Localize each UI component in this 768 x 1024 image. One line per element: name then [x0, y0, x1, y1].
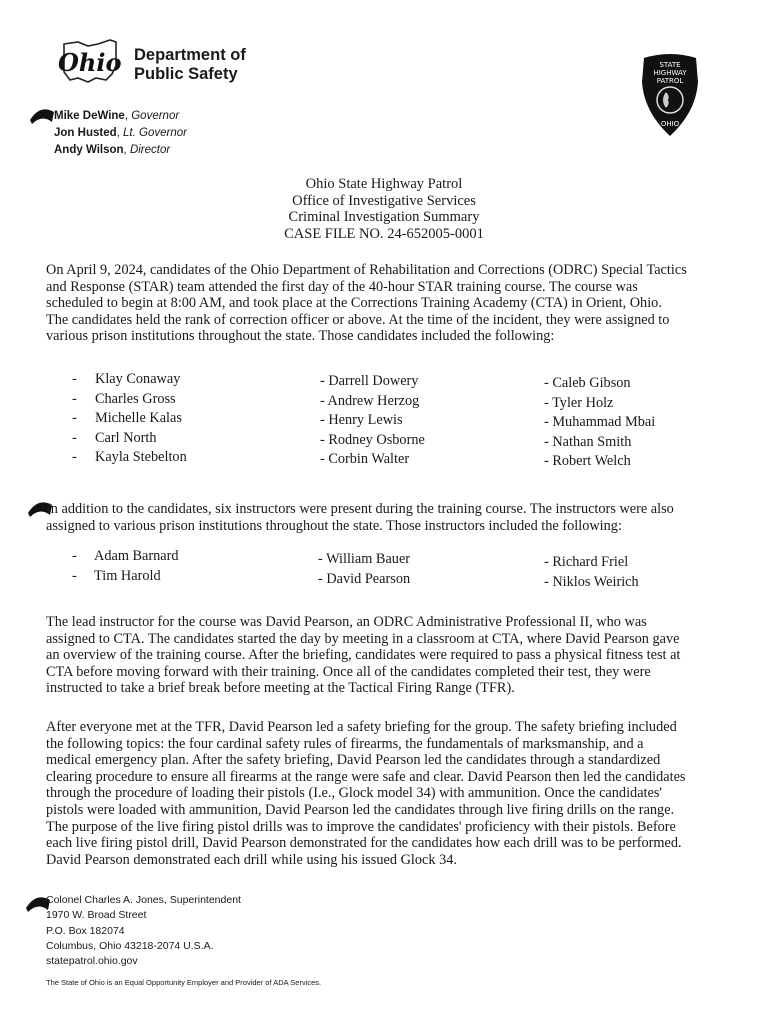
superintendent-line: Colonel Charles A. Jones, Superintendent	[46, 894, 241, 906]
list-item: - Kayla Stebelton	[72, 449, 187, 465]
svg-text:OHIO: OHIO	[660, 120, 680, 128]
paragraph-instructors: In addition to the candidates, six instructors were present during the training course. The instructors were also assigned to various prison institutions throughout the state. Those instructors included the following:	[46, 501, 674, 534]
list-item: - Klay Conaway	[72, 371, 181, 387]
svg-text:HIGHWAY: HIGHWAY	[653, 69, 687, 77]
dept-line-2: Public Safety	[134, 65, 238, 83]
patrol-shield-icon	[640, 52, 700, 138]
list-item: - Tyler Holz	[544, 394, 614, 411]
list-item: - Michelle Kalas	[72, 410, 182, 426]
list-item: - Andrew Herzog	[320, 392, 420, 409]
city-state-zip: Columbus, Ohio 43218-2074 U.S.A.	[46, 939, 214, 952]
dept-line-1: Department of	[134, 46, 246, 64]
equal-opportunity-statement: The State of Ohio is an Equal Opportunity Employer and Provider of ADA Services.	[46, 978, 322, 987]
list-item: - Tim Harold	[72, 567, 161, 584]
instructors-column-3	[544, 553, 639, 592]
list-item: - William Bauer	[318, 551, 411, 567]
website: statepatrol.ohio.gov	[46, 955, 138, 968]
svg-text:PATROL: PATROL	[656, 77, 684, 85]
logo-word: Ohio	[58, 48, 122, 77]
svg-text:STATE: STATE	[659, 61, 681, 69]
list-item: - Adam Barnard	[72, 548, 179, 564]
list-item: - Richard Friel	[544, 554, 629, 570]
letterhead-footer	[46, 893, 241, 969]
candidates-column-3	[544, 374, 655, 472]
list-item: - Muhammad Mbai	[544, 414, 656, 430]
official-governor: Mike DeWine, Governor	[54, 110, 180, 122]
list-item: - Niklos Weirich	[544, 573, 639, 590]
paragraph-safety-briefing: After everyone met at the TFR, David Pearson led a safety briefing for the group. The safety briefing included the following topics: the four cardinal safety rules of firearms, the fundamentals of marksmanship, and a medical emergency plan. After the safety briefing, David Pearson led the candidates through a standardized clearing procedure to ensure all firearms at the range were safe and clear. David Pearson then led the candidates through the procedure of loading their pistols (I.e., Glock model 34) with ammunition. Once the candidates' pistols were loaded with ammunition, David Pearson led the candidates through live firing drills on the range. The purpose of the live firing pistol drills was to improve the candidates' proficiency with their pistols. Before each live firing pistol drill, David Pearson demonstrated for the candidates how each drill was to be performed. David Pearson demonstrated each drill while using his issued Glock 34.	[46, 719, 686, 868]
list-item: - Darrell Dowery	[320, 373, 419, 389]
list-item: - David Pearson	[318, 570, 411, 587]
official-director: Andy Wilson, Director	[54, 144, 171, 156]
list-item: - Charles Gross	[72, 390, 176, 407]
officials-list	[54, 108, 187, 159]
list-item: - Carl North	[72, 429, 157, 446]
highway-patrol-badge	[640, 52, 700, 138]
ohio-state-outline-icon	[52, 36, 134, 86]
document-title: Ohio State Highway Patrol Office of Investigative Services Criminal Investigation Summary CASE FILE NO. 24-652005-0001	[0, 176, 768, 242]
po-box: P.O. Box 182074	[46, 924, 125, 937]
street-address: 1970 W. Broad Street	[46, 909, 147, 922]
paragraph-lead-instructor: The lead instructor for the course was David Pearson, an ODRC Administrative Professional II, who was assigned to CTA. The candidates started the day by meeting in a classroom at CTA, where David Pearson gave an overview of the training course. After the briefing, candidates were required to pass a physical fitness test at CTA before moving forward with their training. Once all of the candidates completed their test, they were instructed to take a brief break before meeting at the Tactical Firing Range (TFR).	[46, 614, 681, 697]
paragraph-intro: On April 9, 2024, candidates of the Ohio Department of Rehabilitation and Corrections (ODRC) Special Tactics and Response (STAR) team attended the first day of the 40-hour STAR training course. The course was scheduled to begin at 8:00 AM, and took place at the Corrections Training Academy (CTA) in Orient, Ohio. The candidates held the rank of correction officer or above. At the time of the incident, they were assigned to various prison institutions throughout the state. Those candidates included the following:	[46, 262, 687, 345]
candidates-column-1	[72, 370, 187, 468]
candidates-column-2	[320, 372, 425, 470]
list-item: - Nathan Smith	[544, 433, 632, 450]
fold-mark-icon	[28, 104, 56, 126]
ohio-logo	[52, 36, 134, 86]
instructors-column-1	[72, 547, 179, 586]
instructors-column-2	[318, 550, 410, 589]
list-item: - Robert Welch	[544, 453, 631, 469]
case-file-number: CASE FILE NO. 24-652005-0001	[284, 225, 484, 242]
department-title	[134, 46, 246, 84]
list-item: - Rodney Osborne	[320, 431, 425, 448]
official-lt-governor: Jon Husted, Lt. Governor	[54, 127, 187, 139]
list-item: - Henry Lewis	[320, 412, 403, 428]
list-item: - Corbin Walter	[320, 451, 410, 467]
list-item: - Caleb Gibson	[544, 375, 631, 391]
